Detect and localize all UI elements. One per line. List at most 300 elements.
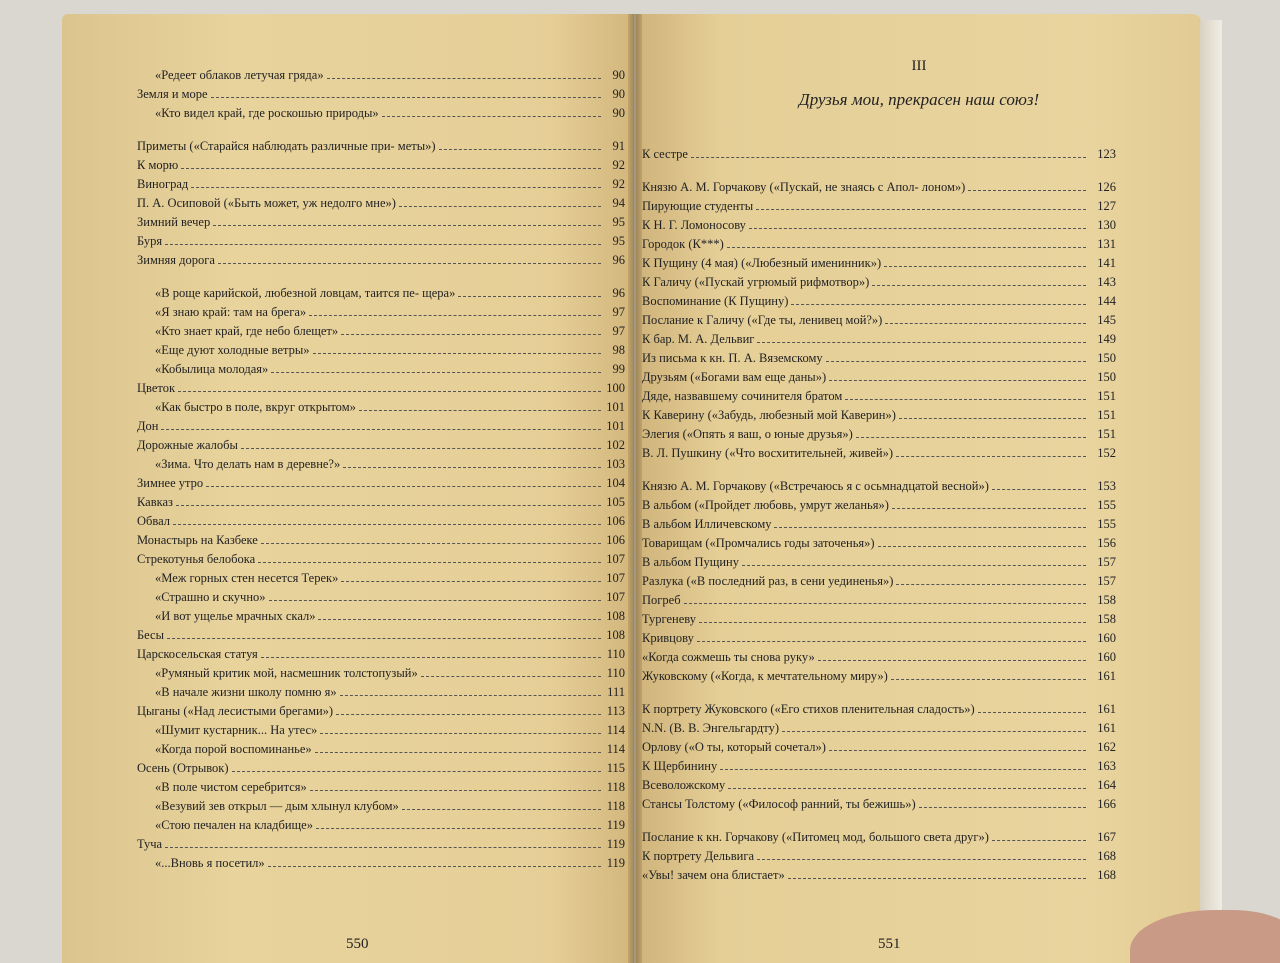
right-page <box>636 14 1202 963</box>
dot-leader <box>697 640 1086 642</box>
toc-entry <box>642 308 1116 327</box>
toc-entry-page: 127 <box>1097 199 1116 213</box>
dot-leader <box>829 379 1086 381</box>
dot-leader <box>213 224 601 226</box>
toc-entry-page: 152 <box>1097 446 1116 460</box>
toc-entry-title: Погреб <box>642 593 681 607</box>
toc-entry <box>137 63 625 82</box>
toc-entry-page: 107 <box>606 571 625 585</box>
dot-leader <box>742 564 1086 566</box>
toc-entry <box>642 773 1116 792</box>
toc-entry-title: Пирующие студенты <box>642 199 754 213</box>
toc-entry <box>642 531 1116 550</box>
toc-entry <box>137 737 625 756</box>
toc-entry-page: 163 <box>1097 759 1116 773</box>
toc-entry <box>642 441 1116 460</box>
toc-entry <box>642 645 1116 664</box>
toc-entry-page: 115 <box>606 761 625 775</box>
dot-leader <box>327 77 601 79</box>
toc-entry <box>642 512 1116 531</box>
toc-entry-page: 130 <box>1097 218 1116 232</box>
toc-entry-page: 143 <box>1097 275 1116 289</box>
toc-entry <box>137 172 625 191</box>
dot-leader <box>782 730 1086 732</box>
toc-entry-page: 108 <box>606 609 625 623</box>
toc-entry-title: Зимняя дорога <box>137 253 215 267</box>
toc-entry-title: В альбом Илличевскому <box>642 517 772 531</box>
toc-entry <box>642 664 1116 683</box>
toc-entry-page: 90 <box>612 106 625 120</box>
toc-entry-title: Элегия («Опять я ваш, о юные друзья») <box>642 427 853 441</box>
toc-entry-title: Приметы («Старайся наблюдать различные при- меты») <box>137 139 436 153</box>
dot-leader <box>271 371 601 373</box>
dot-leader <box>458 295 601 297</box>
toc-entry-page: 157 <box>1097 574 1116 588</box>
toc-entry-page: 104 <box>606 476 625 490</box>
dot-leader <box>691 156 1086 158</box>
toc-entry <box>137 452 625 471</box>
toc-entry-page: 90 <box>612 68 625 82</box>
toc-entry-title: Дяде, назвавшему сочинителя братом <box>642 389 843 403</box>
toc-entry-page: 101 <box>606 419 625 433</box>
toc-entry-title: К Пущину (4 мая) («Любезный именинник») <box>642 256 882 270</box>
dot-leader <box>684 602 1086 604</box>
dot-leader <box>320 732 601 734</box>
toc-entry-page: 107 <box>606 552 625 566</box>
left-page-number: 550 <box>346 936 369 952</box>
toc-entry-page: 114 <box>606 742 625 756</box>
toc-entry <box>642 142 1116 161</box>
toc-entry-page: 95 <box>612 234 625 248</box>
toc-entry-title: Зимнее утро <box>137 476 204 490</box>
toc-entry <box>137 319 625 338</box>
toc-entry-page: 101 <box>606 400 625 414</box>
toc-entry-title: Разлука («В последний раз, в сени уединенья») <box>642 574 894 588</box>
toc-entry <box>642 863 1116 882</box>
toc-entry-page: 106 <box>606 533 625 547</box>
toc-entry <box>137 509 625 528</box>
toc-entry <box>137 794 625 813</box>
dot-leader <box>919 806 1086 808</box>
dot-leader <box>343 466 601 468</box>
dot-leader <box>206 485 601 487</box>
toc-entry-title: Товарищам («Промчались годы заточенья») <box>642 536 875 550</box>
toc-entry <box>642 588 1116 607</box>
toc-entry-page: 164 <box>1097 778 1116 792</box>
dot-leader <box>992 488 1086 490</box>
toc-entry-title: Царскосельская статуя <box>137 647 258 661</box>
toc-entry-page: 160 <box>1097 650 1116 664</box>
toc-entry-page: 126 <box>1097 180 1116 194</box>
toc-entry <box>642 161 1116 194</box>
toc-entry-page: 123 <box>1097 147 1116 161</box>
toc-entry-title: Орлову («О ты, который сочетал») <box>642 740 826 754</box>
toc-entry-page: 155 <box>1097 498 1116 512</box>
dot-leader <box>899 417 1086 419</box>
toc-entry <box>642 493 1116 512</box>
dot-leader <box>341 580 601 582</box>
dot-leader <box>232 770 601 772</box>
dot-leader <box>699 621 1086 623</box>
toc-entry-page: 99 <box>612 362 625 376</box>
toc-entry <box>137 120 625 153</box>
dot-leader <box>756 208 1086 210</box>
toc-entry-page: 156 <box>1097 536 1116 550</box>
toc-entry <box>642 569 1116 588</box>
toc-entry-title: Из письма к кн. П. А. Вяземскому <box>642 351 823 365</box>
toc-entry <box>137 775 625 794</box>
dot-leader <box>757 341 1086 343</box>
toc-entry-page: 97 <box>612 305 625 319</box>
toc-entry-title: «Кто знает край, где небо блещет» <box>155 324 339 338</box>
toc-entry-title: П. А. Осиповой («Быть может, уж недолго мне») <box>137 196 396 210</box>
toc-entry <box>137 414 625 433</box>
toc-entry-page: 155 <box>1097 517 1116 531</box>
toc-entry-page: 153 <box>1097 479 1116 493</box>
toc-entry-title: К Н. Г. Ломоносову <box>642 218 746 232</box>
toc-entry <box>642 289 1116 308</box>
toc-entry-page: 119 <box>606 818 625 832</box>
toc-entry-title: «...Вновь я посетил» <box>155 856 265 870</box>
toc-entry <box>137 229 625 248</box>
dot-leader <box>167 637 601 639</box>
dot-leader <box>316 827 601 829</box>
toc-entry <box>137 267 625 300</box>
toc-entry-title: N.N. (В. В. Энгельгардту) <box>642 721 779 735</box>
toc-entry <box>137 623 625 642</box>
toc-entry <box>137 756 625 775</box>
toc-entry <box>642 422 1116 441</box>
toc-entry-title: В. Л. Пушкину («Что восхитительней, живей») <box>642 446 894 460</box>
left-page <box>62 14 634 963</box>
toc-entry-title: Цыганы («Над лесистыми брегами») <box>137 704 334 718</box>
toc-entry-title: Городок (К***) <box>642 237 724 251</box>
toc-entry-page: 166 <box>1097 797 1116 811</box>
dot-leader <box>878 545 1086 547</box>
toc-entry-title: Послание к кн. Горчакову («Питомец мод, большого света друг») <box>642 830 989 844</box>
toc-entry <box>137 566 625 585</box>
toc-entry-page: 150 <box>1097 370 1116 384</box>
toc-entry <box>642 811 1116 844</box>
toc-entry-title: Стансы Толстому («Философ ранний, ты бежишь») <box>642 797 916 811</box>
dot-leader <box>749 227 1086 229</box>
toc-entry-title: Цветок <box>137 381 176 395</box>
toc-entry-page: 157 <box>1097 555 1116 569</box>
toc-entry <box>137 395 625 414</box>
toc-entry-page: 118 <box>606 799 625 813</box>
dot-leader <box>268 865 601 867</box>
dot-leader <box>872 284 1086 286</box>
toc-entry-page: 119 <box>606 837 625 851</box>
toc-entry-title: Осень (Отрывок) <box>137 761 229 775</box>
toc-entry-title: Дон <box>137 419 159 433</box>
toc-entry-title: «Зима. Что делать нам в деревне?» <box>155 457 341 471</box>
toc-entry-page: 94 <box>612 196 625 210</box>
dot-leader <box>181 167 601 169</box>
toc-entry-title: «Когда сожмешь ты снова руку» <box>642 650 815 664</box>
toc-entry <box>137 604 625 623</box>
toc-entry <box>137 832 625 851</box>
toc-entry-page: 97 <box>612 324 625 338</box>
toc-entry-page: 111 <box>607 685 625 699</box>
toc-entry-title: Тургеневу <box>642 612 696 626</box>
section-number: III <box>911 58 927 74</box>
toc-entry-title: Друзьям («Богами вам еще даны») <box>642 370 827 384</box>
right-page-number: 551 <box>878 936 901 952</box>
dot-leader <box>310 789 601 791</box>
toc-entry <box>642 716 1116 735</box>
toc-entry-page: 161 <box>1097 721 1116 735</box>
toc-entry <box>137 547 625 566</box>
toc-entry-title: К портрету Жуковского («Его стихов пленительная сладость») <box>642 702 975 716</box>
toc-entry-title: «Увы! зачем она блистает» <box>642 868 785 882</box>
toc-entry-page: 167 <box>1097 830 1116 844</box>
toc-entry-page: 108 <box>606 628 625 642</box>
toc-entry-page: 100 <box>606 381 625 395</box>
dot-leader <box>978 711 1086 713</box>
dot-leader <box>399 205 601 207</box>
toc-entry-title: Князю А. М. Горчакову («Пускай, не знаясь с Апол- лоном») <box>642 180 966 194</box>
dot-leader <box>318 618 601 620</box>
toc-entry-page: 106 <box>606 514 625 528</box>
toc-entry-title: «Редеет облаков летучая гряда» <box>155 68 324 82</box>
dot-leader <box>161 428 601 430</box>
toc-entry-page: 105 <box>606 495 625 509</box>
toc-entry <box>137 528 625 547</box>
dot-leader <box>774 526 1086 528</box>
right-toc-list <box>642 142 1116 882</box>
dot-leader <box>856 436 1086 438</box>
toc-entry <box>642 365 1116 384</box>
toc-entry-title: «Страшно и скучно» <box>155 590 266 604</box>
toc-entry-title: «Везувий зев открыл — дым хлынул клубом» <box>155 799 399 813</box>
toc-entry-title: К морю <box>137 158 179 172</box>
toc-entry-title: «Шумит кустарник... На утес» <box>155 723 318 737</box>
toc-entry-page: 144 <box>1097 294 1116 308</box>
toc-entry <box>642 346 1116 365</box>
dot-leader <box>896 455 1086 457</box>
toc-entry-page: 151 <box>1097 389 1116 403</box>
toc-entry-title: К сестре <box>642 147 688 161</box>
dot-leader <box>791 303 1086 305</box>
toc-entry-title: Кривцову <box>642 631 694 645</box>
toc-entry-page: 98 <box>612 343 625 357</box>
toc-entry <box>642 754 1116 773</box>
toc-entry-page: 96 <box>612 253 625 267</box>
dot-leader <box>313 352 601 354</box>
dot-leader <box>788 877 1086 879</box>
toc-entry-title: Стрекотунья белобока <box>137 552 256 566</box>
toc-entry <box>642 844 1116 863</box>
toc-entry-title: Жуковскому («Когда, к мечтательному миру») <box>642 669 888 683</box>
dot-leader <box>359 409 601 411</box>
toc-entry <box>137 338 625 357</box>
dot-leader <box>884 265 1086 267</box>
dot-leader <box>309 314 601 316</box>
dot-leader <box>341 333 601 335</box>
toc-entry <box>137 376 625 395</box>
toc-entry <box>642 213 1116 232</box>
dot-leader <box>402 808 601 810</box>
dot-leader <box>178 390 601 392</box>
toc-entry <box>137 153 625 172</box>
toc-entry-page: 92 <box>612 177 625 191</box>
dot-leader <box>757 858 1086 860</box>
dot-leader <box>258 561 601 563</box>
toc-entry-page: 103 <box>606 457 625 471</box>
dot-leader <box>968 189 1086 191</box>
toc-entry <box>137 101 625 120</box>
toc-entry-page: 102 <box>606 438 625 452</box>
toc-entry-page: 151 <box>1097 408 1116 422</box>
toc-entry <box>137 661 625 680</box>
toc-entry <box>137 82 625 101</box>
toc-entry-page: 131 <box>1097 237 1116 251</box>
toc-entry-page: 141 <box>1097 256 1116 270</box>
toc-entry-title: Земля и море <box>137 87 208 101</box>
toc-entry-page: 158 <box>1097 612 1116 626</box>
toc-entry <box>137 680 625 699</box>
toc-entry-title: «Еще дуют холодные ветры» <box>155 343 310 357</box>
toc-entry-title: Воспоминание (К Пущину) <box>642 294 789 308</box>
toc-entry-title: «Я знаю край: там на брега» <box>155 305 307 319</box>
toc-entry-title: К портрету Дельвига <box>642 849 755 863</box>
toc-entry <box>642 792 1116 811</box>
toc-entry-title: «Когда порой воспоминанье» <box>155 742 312 756</box>
left-toc-list <box>137 63 625 870</box>
page-edge <box>1200 20 1222 963</box>
toc-entry-title: «В роще карийской, любезной ловцам, таится пе- щера» <box>155 286 456 300</box>
toc-entry <box>137 357 625 376</box>
toc-entry-page: 118 <box>606 780 625 794</box>
toc-entry-page: 91 <box>612 139 625 153</box>
toc-entry <box>642 607 1116 626</box>
toc-entry-title: «Как быстро в поле, вкруг открытом» <box>155 400 356 414</box>
toc-entry <box>137 699 625 718</box>
toc-entry-title: Зимний вечер <box>137 215 211 229</box>
toc-entry-page: 161 <box>1097 669 1116 683</box>
toc-entry <box>137 813 625 832</box>
toc-entry-title: К Галичу («Пускай угрюмый рифмотвор») <box>642 275 870 289</box>
section-title: Друзья мои, прекрасен наш союз! <box>798 90 1040 109</box>
dot-leader <box>727 246 1086 248</box>
toc-entry-page: 119 <box>606 856 625 870</box>
toc-entry-title: К бар. М. А. Дельвиг <box>642 332 755 346</box>
toc-entry-page: 107 <box>606 590 625 604</box>
toc-entry-page: 162 <box>1097 740 1116 754</box>
dot-leader <box>218 262 601 264</box>
toc-entry <box>642 735 1116 754</box>
toc-entry-title: В альбом («Пройдет любовь, умрут желанья») <box>642 498 889 512</box>
toc-entry-title: К Каверину («Забудь, любезный мой Каверин») <box>642 408 896 422</box>
dot-leader <box>728 787 1086 789</box>
dot-leader <box>845 398 1086 400</box>
toc-entry <box>137 471 625 490</box>
book-gutter <box>628 14 642 963</box>
toc-entry-page: 90 <box>612 87 625 101</box>
dot-leader <box>315 751 601 753</box>
toc-entry-title: Князю А. М. Горчакову («Встречаюсь я с осьмнадцатой весной») <box>642 479 989 493</box>
toc-entry-title: Бесы <box>137 628 164 642</box>
dot-leader <box>382 115 601 117</box>
toc-entry-title: Виноград <box>137 177 189 191</box>
dot-leader <box>826 360 1086 362</box>
toc-entry-title: Буря <box>137 234 163 248</box>
toc-entry <box>642 550 1116 569</box>
toc-entry-title: Монастырь на Казбеке <box>137 533 258 547</box>
toc-entry-title: «Меж горных стен несется Терек» <box>155 571 339 585</box>
toc-entry-page: 114 <box>606 723 625 737</box>
toc-entry <box>137 433 625 452</box>
toc-entry-title: «И вот ущелье мрачных скал» <box>155 609 316 623</box>
toc-entry-title: «Румяный критик мой, насмешник толстопузый» <box>155 666 418 680</box>
toc-entry-page: 151 <box>1097 427 1116 441</box>
dot-leader <box>829 749 1086 751</box>
toc-entry-page: 150 <box>1097 351 1116 365</box>
toc-entry-title: «Кобылица молодая» <box>155 362 269 376</box>
dot-leader <box>241 447 601 449</box>
toc-entry <box>137 191 625 210</box>
dot-leader <box>176 504 601 506</box>
toc-entry-title: Кавказ <box>137 495 173 509</box>
toc-entry <box>642 327 1116 346</box>
toc-entry <box>137 718 625 737</box>
dot-leader <box>439 148 601 150</box>
dot-leader <box>269 599 601 601</box>
toc-entry-title: «Стою печален на кладбище» <box>155 818 313 832</box>
toc-entry-title: Туча <box>137 837 163 851</box>
toc-entry-page: 149 <box>1097 332 1116 346</box>
toc-entry-title: «В поле чистом серебрится» <box>155 780 307 794</box>
toc-entry-title: Обвал <box>137 514 171 528</box>
dot-leader <box>191 186 601 188</box>
toc-entry-title: Послание к Галичу («Где ты, ленивец мой?») <box>642 313 883 327</box>
dot-leader <box>720 768 1086 770</box>
dot-leader <box>336 713 601 715</box>
toc-entry-page: 160 <box>1097 631 1116 645</box>
toc-entry <box>137 642 625 661</box>
toc-entry <box>137 490 625 509</box>
dot-leader <box>165 243 601 245</box>
dot-leader <box>992 839 1086 841</box>
toc-entry <box>137 851 625 870</box>
toc-entry <box>137 585 625 604</box>
dot-leader <box>891 678 1086 680</box>
toc-entry-page: 168 <box>1097 868 1116 882</box>
toc-entry-page: 145 <box>1097 313 1116 327</box>
toc-entry <box>642 232 1116 251</box>
toc-entry-title: Всеволожскому <box>642 778 726 792</box>
toc-entry <box>137 248 625 267</box>
dot-leader <box>818 659 1086 661</box>
toc-entry-page: 110 <box>606 666 625 680</box>
dot-leader <box>173 523 601 525</box>
toc-entry <box>137 210 625 229</box>
toc-entry-page: 161 <box>1097 702 1116 716</box>
toc-entry-title: «В начале жизни школу помню я» <box>155 685 337 699</box>
dot-leader <box>261 542 601 544</box>
dot-leader <box>340 694 601 696</box>
toc-entry <box>642 683 1116 716</box>
toc-entry <box>642 270 1116 289</box>
toc-entry <box>642 460 1116 493</box>
toc-entry-page: 96 <box>612 286 625 300</box>
toc-entry-page: 95 <box>612 215 625 229</box>
toc-entry-title: «Кто видел край, где роскошью природы» <box>155 106 379 120</box>
dot-leader <box>896 583 1086 585</box>
toc-entry <box>642 384 1116 403</box>
toc-entry-page: 92 <box>612 158 625 172</box>
